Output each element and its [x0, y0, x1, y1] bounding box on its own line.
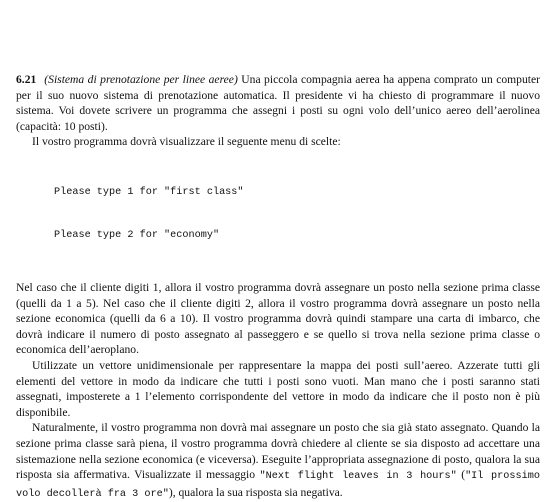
code-message-en: "Next flight leaves in 3 hours" [259, 471, 457, 483]
exercise-intro-paragraph [16, 72, 540, 134]
paragraph-text: ( [456, 468, 466, 482]
menu-listing [54, 157, 540, 273]
exercise-intro: Una piccola compagnia aerea ha appena comprato un computer per il suo nuovo sistema di prenotazione automatica. Il presidente vi ha chiesto di programmare il nuovo sistema. Voi dovete scrivere un programma che assegni i posti su ogni volo dell’unico aereo dell’aerolinea (capacità: 10 posti). [16, 73, 540, 133]
menu-line: Please type 2 for "economy" [54, 230, 220, 242]
menu-intro: Il vostro programma dovrà visualizzare il seguente menu di scelte: [32, 135, 341, 149]
exercise-number: 6.21 [16, 73, 37, 86]
exercise-text [16, 72, 540, 502]
paragraph-seat-assignment: Nel caso che il cliente digiti 1, allora il vostro programma dovrà assegnare un posto nella sezione prima classe (quelli da 1 a 5). Nel caso che il cliente digiti 2, allora il vostro programma dovrà assegnare un posto nella sezione economica (quelli da 6 a 10). Il vostro programma dovrà quindi stampare una carta di imbarco, che dovrà indicare il numero di posto assegnato al passeggero e se quello si trova nella sezione prima classe o economica dell’aeroplano. [16, 280, 540, 357]
exercise-title: (Sistema di prenotazione per linee aeree) [44, 73, 238, 86]
menu-line: Please type 1 for "first class" [54, 186, 244, 198]
paragraph-text: ), qualora la sua risposta sia negativa. [168, 485, 343, 499]
paragraph-array: Utilizzate un vettore unidimensionale per rappresentare la mappa dei posti sull’aereo. Azzerate tutti gli elementi del vettore in modo da indicare che tutti i posti sono vuoti. Man mano che i posti saranno stati assegnati, imposterete a 1 l’elemento corrispondente del vettore in modo da indicare che il posto non è più disponibile. [16, 358, 540, 419]
paragraph-full-section [16, 420, 540, 502]
code-message-it: "Il prossimo volo decollerà fra 3 ore" [16, 471, 540, 500]
paragraph-text: Naturalmente, il vostro programma non dovrà mai assegnare un posto che sia già stato assegnato. Quando la sezione prima classe sarà piena, il vostro programma dovrà chiedere al cliente se sia disposto ad accettare una sistemazione nella sezione economica (e viceversa). Eseguite l’appropriata assegnazione di posto, qualora la sua risposta sia affermativa. Visualizzate il messaggio [16, 421, 540, 482]
